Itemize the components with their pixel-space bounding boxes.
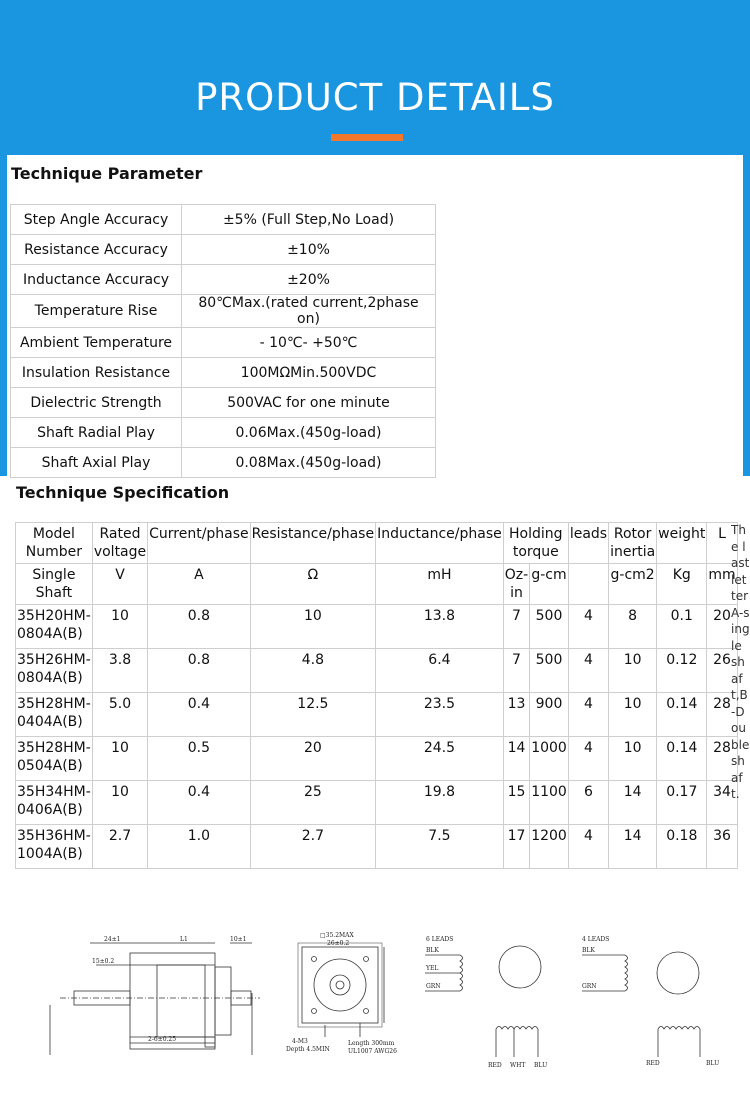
spec-cell-inductance: 6.4 [376,649,504,693]
param-label: Inductance Accuracy [11,265,182,295]
wiring-6-leads-diagram [425,946,541,1057]
spec-cell-inertia: 14 [609,825,657,869]
spec-cell-leads: 4 [568,737,608,781]
param-label: Dielectric Strength [11,388,182,418]
page-title: PRODUCT DETAILS [195,76,555,119]
spec-cell-voltage: 10 [92,781,147,825]
spec-cell-torque-oz: 7 [503,649,529,693]
spec-cell-leads: 4 [568,825,608,869]
unit-weight: Kg [657,564,707,605]
col-header-inductance: Inductance/phase [376,523,504,564]
spec-cell-torque-oz: 17 [503,825,529,869]
spec-cell-leads: 4 [568,605,608,649]
param-row [11,205,436,235]
spec-cell-leads: 6 [568,781,608,825]
param-table [10,204,436,478]
spec-cell-weight: 0.14 [657,693,707,737]
spec-cell-leads: 4 [568,649,608,693]
dim-outer-label: □35.2MAX [320,932,354,939]
spec-cell-model: 35H26HM-0804A(B) [16,649,93,693]
spec-section-title: Technique Specification [16,483,230,502]
dim-l-label: L1 [180,936,188,943]
spec-cell-inductance: 24.5 [376,737,504,781]
spec-cell-torque-g: 1100 [530,781,569,825]
motor-front-view-drawing [298,943,384,1037]
spec-row [16,693,738,737]
param-label: Shaft Axial Play [11,448,182,478]
unit-voltage: V [92,564,147,605]
param-value: 0.08Max.(450g-load) [182,448,436,478]
unit-current: A [148,564,251,605]
spec-cell-model: 35H34HM-0406A(B) [16,781,93,825]
spec-cell-model: 35H28HM-0404A(B) [16,693,93,737]
spec-cell-length: 28 [707,693,737,737]
wire-yel-label: YEL [426,965,439,972]
unit-torque-g: g-cm [530,564,569,605]
spec-cell-current: 0.8 [148,649,251,693]
wire-blk-label: BLK [426,947,439,954]
spec-cell-voltage: 5.0 [92,693,147,737]
spec-cell-torque-oz: 14 [503,737,529,781]
header-banner [0,0,750,155]
spec-row [16,737,738,781]
spec-cell-weight: 0.17 [657,781,707,825]
wire4-blk-label: BLK [582,947,595,954]
spec-cell-leads: 4 [568,693,608,737]
param-row [11,448,436,478]
spec-header-row [16,523,738,564]
col-header-model: Model Number [16,523,93,564]
spec-cell-voltage: 10 [92,737,147,781]
spec-cell-length: 20 [707,605,737,649]
left-accent-bar [0,155,7,476]
spec-cell-resistance: 10 [250,605,375,649]
cable-awg-label: UL1007 AWG26 [348,1048,397,1055]
wiring-4-leads-diagram [582,952,700,1057]
dim-small-label: 15±0.2 [92,958,115,965]
spec-cell-inertia: 10 [609,649,657,693]
param-value: ±10% [182,235,436,265]
param-label: Resistance Accuracy [11,235,182,265]
spec-cell-torque-g: 500 [530,605,569,649]
param-label: Step Angle Accuracy [11,205,182,235]
param-row [11,235,436,265]
unit-leads [568,564,608,605]
param-value: 0.06Max.(450g-load) [182,418,436,448]
dim-right-label: 10±1 [230,936,247,943]
unit-torque-oz: Oz-in [503,564,529,605]
wiring-6-title: 6 LEADS [426,936,454,943]
spec-cell-voltage: 2.7 [92,825,147,869]
spec-cell-current: 0.4 [148,781,251,825]
spec-cell-resistance: 4.8 [250,649,375,693]
unit-resistance: Ω [250,564,375,605]
spec-cell-length: 26 [707,649,737,693]
wire-grn-label: GRN [426,983,441,990]
param-value: 100MΩMin.500VDC [182,358,436,388]
spec-row [16,649,738,693]
dim-bottom-label: 2-6±0.25 [148,1036,177,1043]
spec-cell-model: 35H36HM-1004A(B) [16,825,93,869]
spec-cell-torque-oz: 13 [503,693,529,737]
spec-cell-length: 36 [707,825,737,869]
param-label: Insulation Resistance [11,358,182,388]
param-section-title: Technique Parameter [11,164,203,183]
param-row [11,328,436,358]
spec-cell-torque-oz: 15 [503,781,529,825]
spec-cell-resistance: 20 [250,737,375,781]
unit-model: Single Shaft [16,564,93,605]
param-value: ±5% (Full Step,No Load) [182,205,436,235]
dim-inner-label: 26±0.2 [327,940,350,947]
spec-row [16,825,738,869]
col-header-leads: leads [568,523,608,564]
hole-label: 4-M3 [292,1038,308,1045]
spec-row [16,605,738,649]
spec-cell-inertia: 8 [609,605,657,649]
spec-cell-current: 0.5 [148,737,251,781]
col-header-length: L [707,523,737,564]
param-value: 500VAC for one minute [182,388,436,418]
spec-cell-current: 1.0 [148,825,251,869]
hole-depth-label: Depth 4.5MIN [286,1046,330,1053]
param-row [11,295,436,328]
cable-length-label: Length 300mm [348,1040,395,1047]
spec-cell-current: 0.8 [148,605,251,649]
wire4-grn-label: GRN [582,983,597,990]
spec-cell-inductance: 23.5 [376,693,504,737]
param-label: Shaft Radial Play [11,418,182,448]
spec-cell-voltage: 10 [92,605,147,649]
param-value: ±20% [182,265,436,295]
unit-inductance: mH [376,564,504,605]
param-value: - 10℃- +50℃ [182,328,436,358]
col-header-voltage: Rated voltage [92,523,147,564]
spec-cell-torque-oz: 7 [503,605,529,649]
spec-cell-torque-g: 500 [530,649,569,693]
wire-red-label: RED [488,1062,502,1069]
col-header-resistance: Resistance/phase [250,523,375,564]
dim-top-label: 24±1 [104,936,121,943]
spec-cell-weight: 0.18 [657,825,707,869]
spec-row [16,781,738,825]
technical-drawings [30,925,750,1075]
spec-cell-weight: 0.12 [657,649,707,693]
param-label: Temperature Rise [11,295,182,328]
wire-blu-label: BLU [534,1062,548,1069]
spec-cell-length: 34 [707,781,737,825]
wiring-4-title: 4 LEADS [582,936,610,943]
spec-cell-resistance: 2.7 [250,825,375,869]
right-accent-bar [743,155,750,476]
spec-cell-torque-g: 1200 [530,825,569,869]
spec-cell-torque-g: 1000 [530,737,569,781]
col-header-torque: Holding torque [503,523,568,564]
spec-cell-weight: 0.14 [657,737,707,781]
spec-cell-inertia: 10 [609,693,657,737]
col-header-weight: weight [657,523,707,564]
param-value: 80℃Max.(rated current,2phase on) [182,295,436,328]
param-label: Ambient Temperature [11,328,182,358]
title-underline [331,134,403,141]
shaft-type-note: The last letter A-single shaft,B-Double shaft. [731,523,750,801]
param-row [11,358,436,388]
spec-cell-resistance: 12.5 [250,693,375,737]
spec-cell-voltage: 3.8 [92,649,147,693]
unit-length: mm [707,564,737,605]
spec-cell-weight: 0.1 [657,605,707,649]
spec-cell-torque-g: 900 [530,693,569,737]
spec-cell-current: 0.4 [148,693,251,737]
param-row [11,418,436,448]
unit-inertia: g-cm2 [609,564,657,605]
spec-unit-row [16,564,738,605]
spec-cell-model: 35H20HM-0804A(B) [16,605,93,649]
spec-cell-inductance: 13.8 [376,605,504,649]
spec-cell-model: 35H28HM-0504A(B) [16,737,93,781]
spec-cell-inductance: 7.5 [376,825,504,869]
spec-cell-inertia: 10 [609,737,657,781]
wire-wht-label: WHT [510,1062,526,1069]
wire4-red-label: RED [646,1060,660,1067]
spec-table [15,522,738,869]
spec-cell-inductance: 19.8 [376,781,504,825]
spec-cell-resistance: 25 [250,781,375,825]
spec-cell-inertia: 14 [609,781,657,825]
param-row [11,265,436,295]
param-row [11,388,436,418]
col-header-current: Current/phase [148,523,251,564]
spec-cell-length: 28 [707,737,737,781]
wire4-blu-label: BLU [706,1060,720,1067]
col-header-inertia: Rotor inertia [609,523,657,564]
